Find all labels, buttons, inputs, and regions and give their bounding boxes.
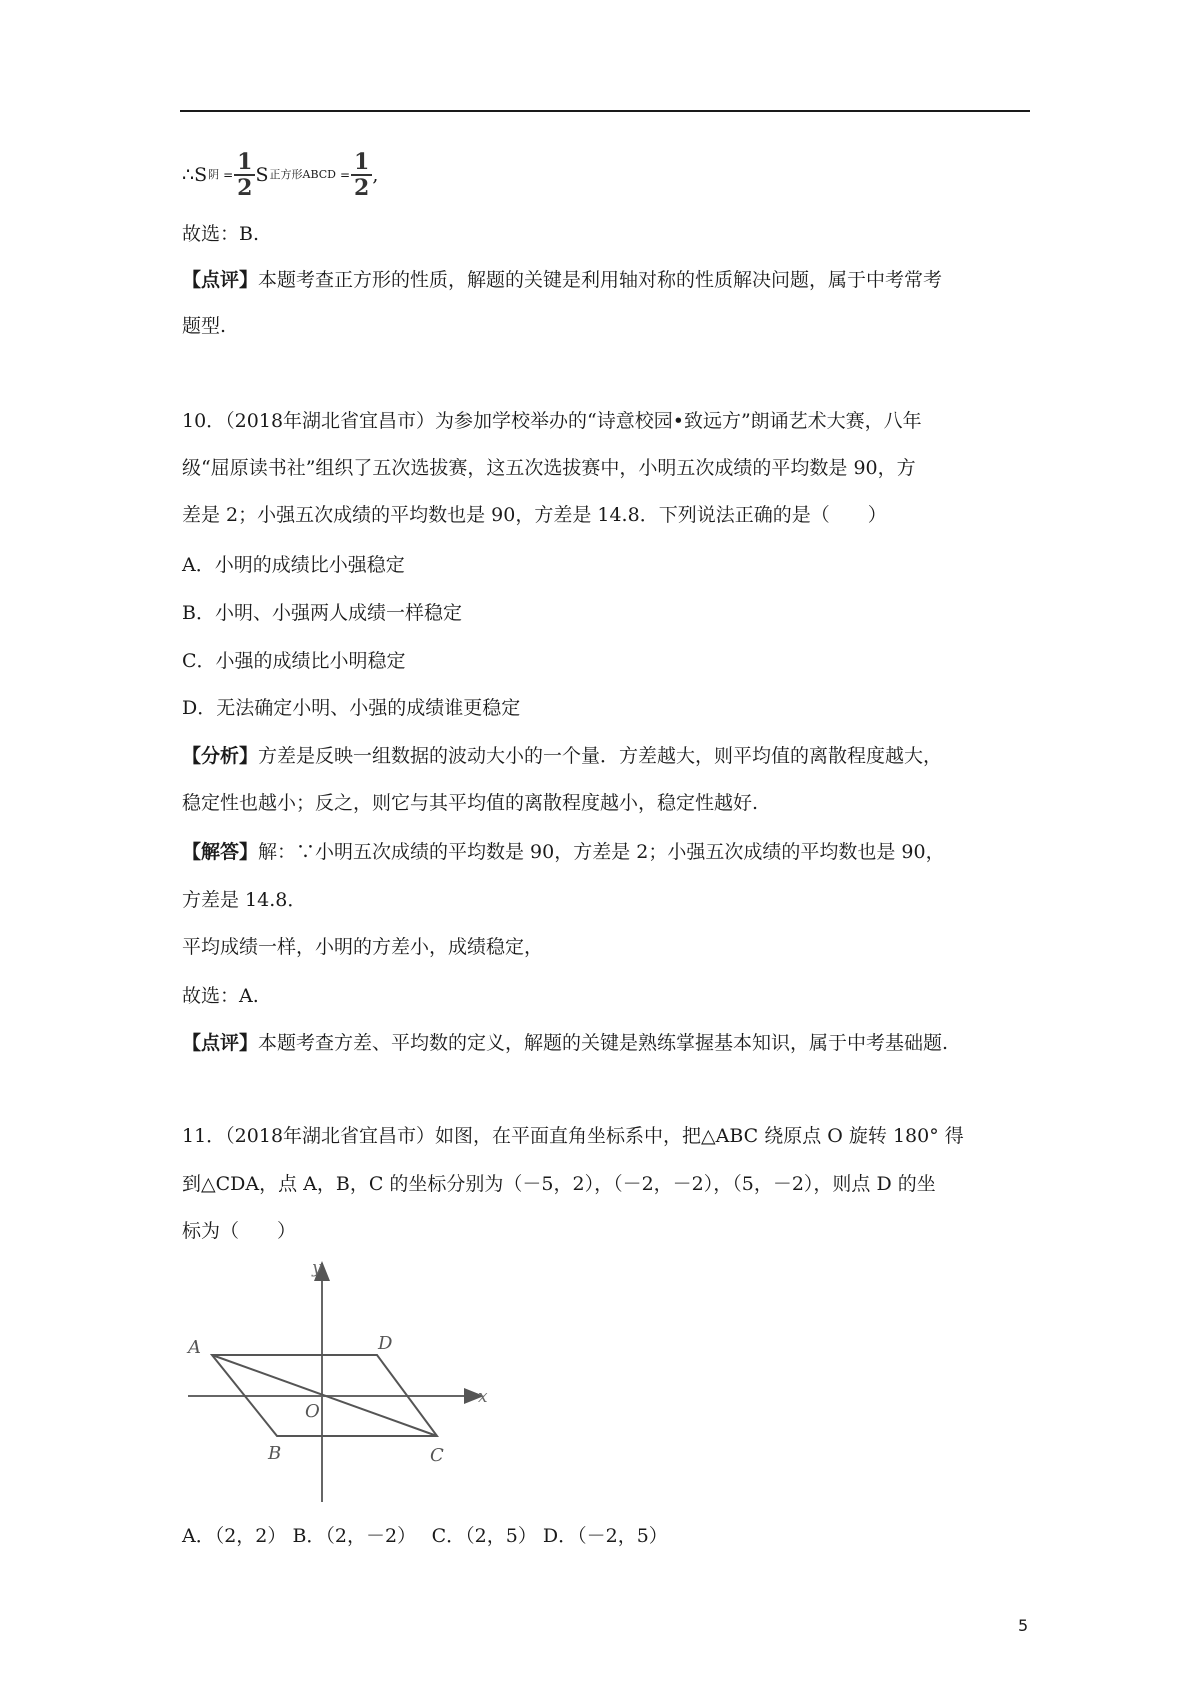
q11-stem-line-2: 到△CDA，点 A，B，C 的坐标分别为（－5，2），（－2，－2），（5，－2），则点 D 的坐 <box>182 1173 936 1195</box>
coordinate-figure <box>182 1257 492 1504</box>
formula-s: S <box>255 164 269 186</box>
area-formula <box>182 150 378 200</box>
comment-tag: 【点评】 <box>182 269 259 291</box>
formula-therefore-s: ∴S <box>182 164 208 186</box>
q10-option-d: D．无法确定小明、小强的成绩谁更稳定 <box>182 697 521 719</box>
q10-option-a: A．小明的成绩比小强稳定 <box>182 554 405 576</box>
q11-stem-line-3: 标为（ ） <box>182 1220 297 1242</box>
solution-tag: 【解答】 <box>182 841 259 863</box>
comment-text: 本题考查正方形的性质，解题的关键是利用轴对称的性质解决问题，属于中考常考 <box>258 269 943 291</box>
label-a: A <box>188 1337 201 1358</box>
fraction-numerator: 1 <box>351 150 372 176</box>
comment-tag: 【点评】 <box>182 1032 259 1054</box>
analysis-text: 方差是反映一组数据的波动大小的一个量．方差越大，则平均值的离散程度越大， <box>258 745 943 767</box>
q9-comment-cont: 题型. <box>182 315 227 337</box>
label-o: O <box>305 1401 320 1422</box>
q9-comment <box>182 267 942 293</box>
q10-answer: 故选：A. <box>182 985 259 1007</box>
formula-eq-1: = <box>223 168 234 182</box>
solution-text: 解：∵小明五次成绩的平均数是 90，方差是 2；小强五次成绩的平均数也是 90， <box>258 841 945 863</box>
formula-eq-2: = <box>339 168 351 182</box>
q11-stem-line-1: 11．（2018年湖北省宜昌市）如图，在平面直角坐标系中，把△ABC 绕原点 O 旋转 180° 得 <box>182 1125 964 1147</box>
q10-stem-line-2: 级“屈原读书社”组织了五次选拔赛，这五次选拔赛中，小明五次成绩的平均数是 90，方 <box>182 457 916 479</box>
header-rule <box>180 110 1030 112</box>
q10-solution <box>182 839 945 865</box>
fraction-denominator: 2 <box>354 175 370 201</box>
label-y: y <box>312 1258 322 1278</box>
comment-text: 本题考查方差、平均数的定义，解题的关键是熟练掌握基本知识，属于中考基础题. <box>258 1032 949 1054</box>
q10-comment <box>182 1030 948 1056</box>
fraction-numerator: 1 <box>234 150 255 176</box>
q10-stem-line-1: 10．（2018年湖北省宜昌市）为参加学校举办的“诗意校园•致远方”朗诵艺术大赛，八年 <box>182 410 922 432</box>
q9-answer: 故选：B. <box>182 223 260 245</box>
formula-end: , <box>372 164 379 186</box>
analysis-tag: 【分析】 <box>182 745 259 767</box>
q11-options: A．（2，2） B．（2，－2） C．（2，5） D．（－2，5） <box>182 1525 668 1547</box>
label-b: B <box>268 1443 282 1464</box>
fraction-half-2 <box>351 150 372 200</box>
q10-option-b: B．小明、小强两人成绩一样稳定 <box>182 602 462 624</box>
label-c: C <box>430 1445 444 1466</box>
q10-solution-cont-1: 方差是 14.8． <box>182 889 307 911</box>
label-x: x <box>478 1387 488 1407</box>
label-d: D <box>378 1333 393 1354</box>
formula-sub-square: 正方形ABCD <box>269 168 336 181</box>
q10-solution-cont-2: 平均成绩一样，小明的方差小，成绩稳定， <box>182 936 544 958</box>
fraction-half-1 <box>234 150 255 200</box>
q10-analysis <box>182 743 942 769</box>
formula-sub-shade: 阴 <box>208 168 220 181</box>
fraction-denominator: 2 <box>237 175 253 201</box>
q10-stem-line-3: 差是 2；小强五次成绩的平均数也是 90，方差是 14.8．下列说法正确的是（ ） <box>182 504 887 526</box>
q10-analysis-cont: 稳定性也越小；反之，则它与其平均值的离散程度越小，稳定性越好. <box>182 792 759 814</box>
page-number: 5 <box>1018 1616 1029 1635</box>
q10-option-c: C．小强的成绩比小明稳定 <box>182 650 406 672</box>
